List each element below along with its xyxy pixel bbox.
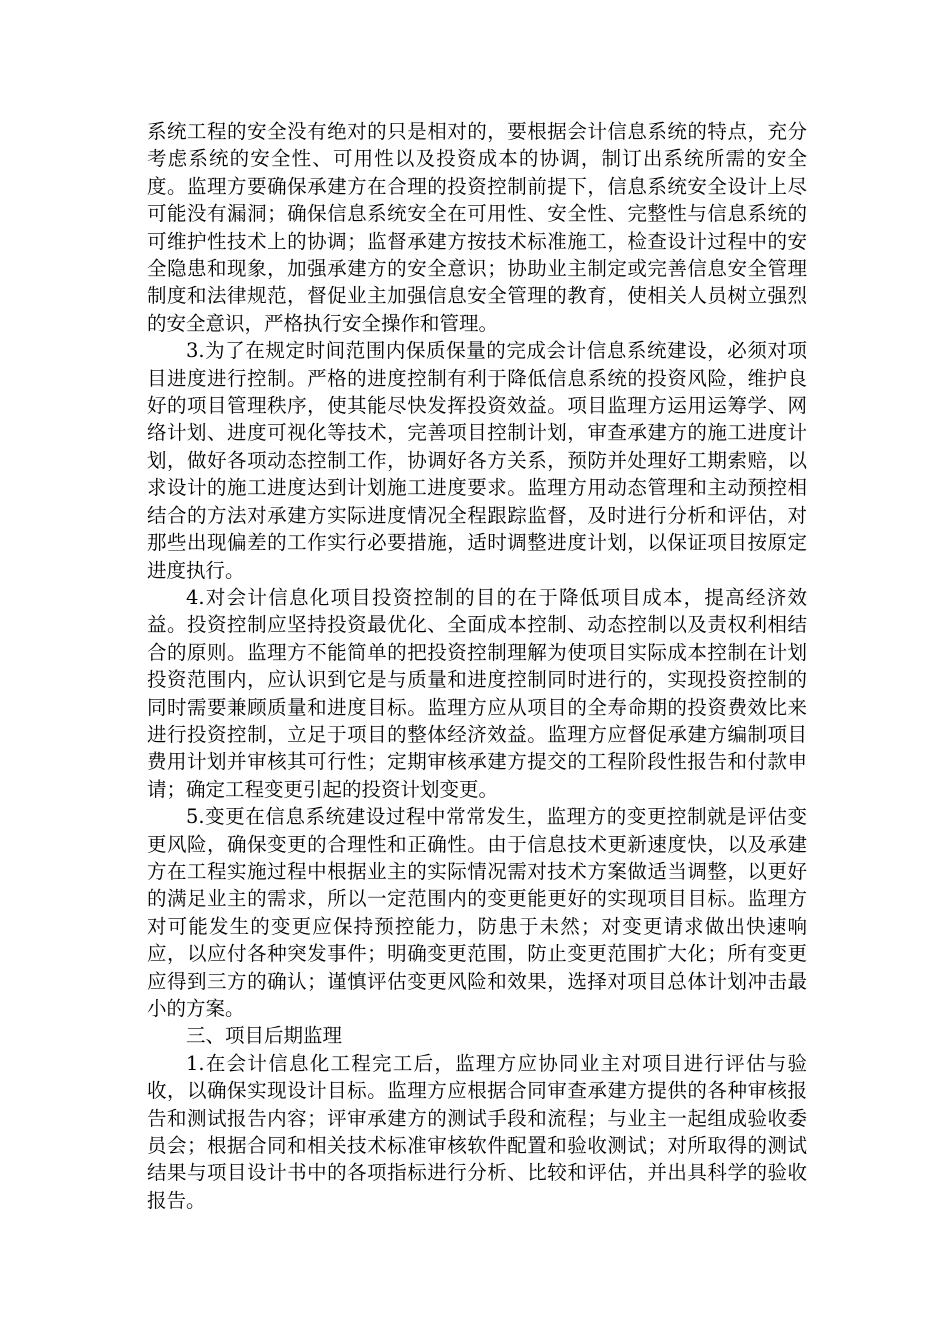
paragraph-security-continuation: 系统工程的安全没有绝对的只是相对的，要根据会计信息系统的特点，充分考虑系统的安全性、可用性以及投资成本的协调，制订出系统所需的安全度。监理方要确保承建方在合理的投资控制前提下，信息系统安全设计上尽可能没有漏洞；确保信息系统安全在可用性、安全性、完整性与信息系统的可维护性技术上的协调；监督承建方按技术标准施工，检查设计过程中的安全隐患和现象，加强承建方的安全意识；协助业主制定或完善信息安全管理制度和法律规范，督促业主加强信息安全管理的教育，使相关人员树立强烈的安全意识，严格执行安全操作和管理。 bbox=[147, 120, 807, 335]
document-page bbox=[147, 118, 807, 1214]
paragraph-change-control: 5.变更在信息系统建设过程中常常发生，监理方的变更控制就是评估变更风险，确保变更的合理性和正确性。由于信息技术更新速度快，以及承建方在工程实施过程中根据业主的实际情况需对技术方案做适当调整，以更好的满足业主的需求，所以一定范围内的变更能更好的实现项目目标。监理方对可能发生的变更应保持预控能力，防患于未然；对变更请求做出快速响应，以应付各种突发事件；明确变更范围，防止变更范围扩大化；所有变更应得到三方的确认；谨慎评估变更风险和效果，选择对项目总体计划冲击最小的方案。 bbox=[147, 805, 807, 1020]
section-heading-post-project-supervision: 三、项目后期监理 bbox=[186, 1024, 343, 1048]
paragraph-investment-control: 4.对会计信息化项目投资控制的目的在于降低项目成本，提高经济效益。投资控制应坚持投资最优化、全面成本控制、动态控制以及责权利相结合的原则。监理方不能简单的把投资控制理解为使项目实际成本控制在计划投资范围内，应认识到它是与质量和进度控制同时进行的，实现投资控制的同时需要兼顾质量和进度目标。监理方应从项目的全寿命期的投资费效比来进行投资控制，立足于项目的整体经济效益。监理方应督促承建方编制项目费用计划并审核其可行性；定期审核承建方提交的工程阶段性报告和付款申请；确定工程变更引起的投资计划变更。 bbox=[147, 585, 807, 801]
paragraph-acceptance: 1.在会计信息化工程完工后，监理方应协同业主对项目进行评估与验收，以确保实现设计目标。监理方应根据合同审查承建方提供的各种审核报告和测试报告内容；评审承建方的测试手段和流程；与业主一起组成验收委员会；根据合同和相关技术标准审核软件配置和验收测试；对所取得的测试结果与项目设计书中的各项指标进行分析、比较和评估，并出具科学的验收报告。 bbox=[147, 1051, 807, 1212]
paragraph-schedule-control: 3.为了在规定时间范围内保质保量的完成会计信息系统建设，必须对项目进度进行控制。严格的进度控制有利于降低信息系统的投资风险，维护良好的项目管理秩序，使其能尽快发挥投资效益。项目监理方运用运筹学、网络计划、进度可视化等技术，完善项目控制计划，审查承建方的施工进度计划，做好各项动态控制工作，协调好各方关系，预防并处理好工期索赔，以求设计的施工进度达到计划施工进度要求。监理方用动态管理和主动预控相结合的方法对承建方实际进度情况全程跟踪监督，及时进行分析和评估，对那些出现偏差的工作实行必要措施，适时调整进度计划，以保证项目按原定进度执行。 bbox=[147, 339, 807, 582]
